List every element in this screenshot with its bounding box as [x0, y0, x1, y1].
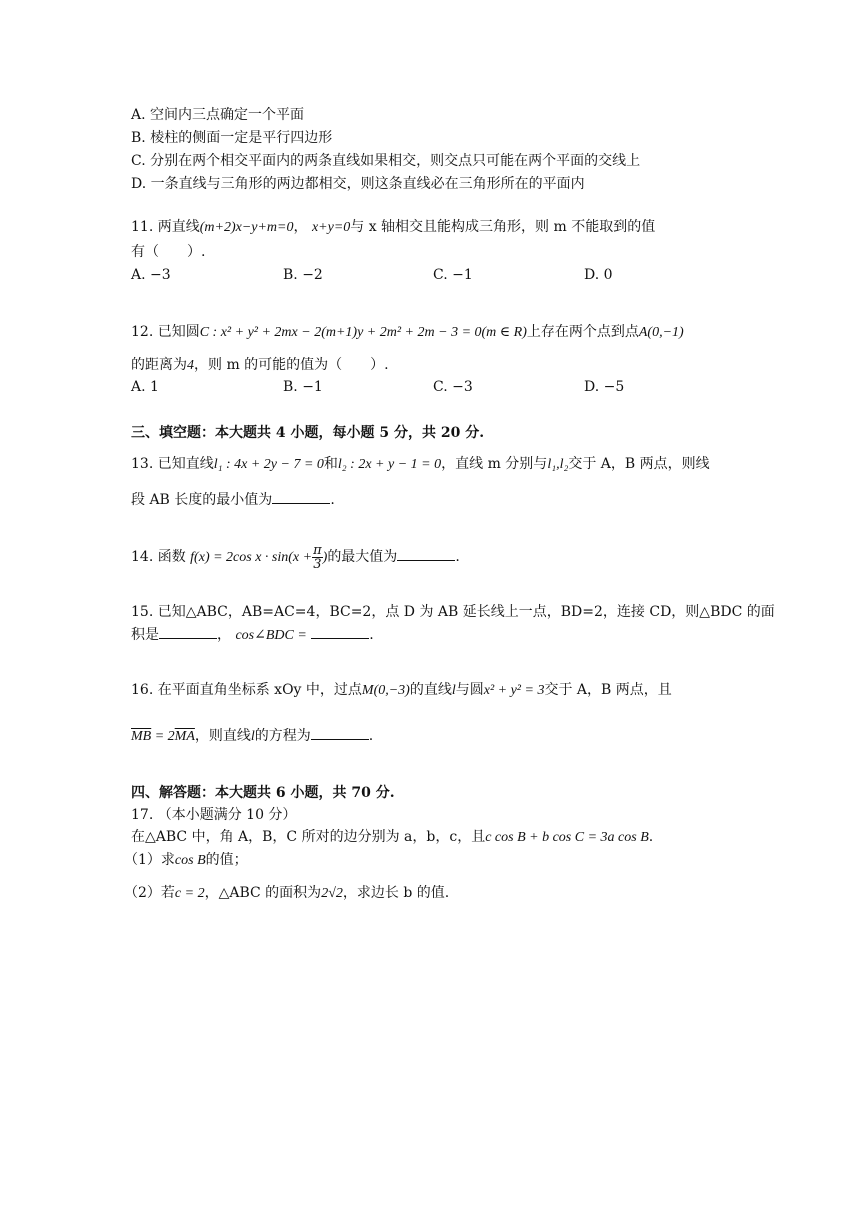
q16-circle-eq: x² + y² = 3: [483, 683, 545, 698]
q15-answer-blank-2[interactable]: [311, 626, 369, 639]
q17-header: 17. （本小题满分 10 分）: [131, 807, 297, 823]
q14-end: .: [455, 549, 460, 565]
q17-part1-post: 的值；: [205, 852, 248, 868]
q15-line2-pre: 积是: [131, 627, 159, 643]
q14-text-post: 的最大值为: [327, 549, 398, 565]
q15-mid: ，: [217, 627, 231, 643]
q16-vector-mb: $\overline{MB}$: [131, 729, 152, 744]
q14-number: 14.: [131, 549, 154, 565]
q11-eq2: x+y=0: [311, 220, 351, 235]
q12-distance: 4: [187, 358, 194, 373]
q11-eq1: (m+2)x−y+m=0: [199, 220, 294, 235]
q10-option-c: C. 分别在两个相交平面内的两条直线如果相交，则交点只可能在两个平面的交线上: [131, 153, 641, 169]
q15-line1: 已知△ABC，AB=AC=4，BC=2，点 D 为 AB 延长线上一点，BD=2，连接 CD，则△BDC 的面: [157, 604, 775, 620]
section-3-heading: 三、填空题：本大题共 4 小题，每小题 5 分，共 20 分.: [131, 425, 485, 441]
q13-line-l1: l₁ : 4x + 2y − 7 = 0: [213, 457, 324, 472]
q17-part-1: [124, 851, 248, 870]
q13-number: 13.: [131, 456, 154, 472]
q10-option-b: B. 棱柱的侧面一定是平行四边形: [131, 130, 333, 146]
q16-line2-post: 的方程为: [254, 728, 311, 744]
q13-end: .: [330, 492, 335, 508]
section-4-heading: 四、解答题：本大题共 6 小题，共 70 分.: [131, 785, 395, 801]
q17-equation: c cos B + b cos C = 3a cos B: [485, 830, 649, 845]
q14-fraction: [312, 544, 323, 571]
q17-line1-end: .: [648, 829, 654, 845]
q17-part2-mid: ，△ABC 的面积为: [204, 885, 322, 901]
q11-option-c: C. −1: [433, 267, 473, 283]
q12-text-pre: 已知圆: [157, 324, 200, 340]
q14-frac-num: π: [313, 542, 322, 558]
q10-option-a: A. 空间内三点确定一个平面: [131, 107, 305, 123]
q13-text-post: 交于 A，B 两点，则线: [568, 456, 710, 472]
q12-option-a: A. 1: [131, 379, 159, 395]
q15-answer-blank-1[interactable]: [159, 626, 217, 639]
q15-stem-line2: [131, 626, 374, 645]
q16-stem-line2: [131, 727, 373, 746]
q16-text-pre: 在平面直角坐标系 xOy 中，过点: [157, 682, 362, 698]
q17-part1-eq: cos B: [174, 853, 206, 868]
q13-text-pre: 已知直线: [157, 456, 214, 472]
q12-stem-line1: [131, 323, 684, 342]
q17-part-2: [124, 884, 449, 903]
q16-number: 16.: [131, 682, 154, 698]
q16-end: .: [368, 728, 374, 744]
q12-line2-post: ，则 m 的可能的值为（ ）.: [194, 357, 389, 373]
q16-answer-blank[interactable]: [311, 727, 369, 740]
q14-stem: [131, 540, 460, 576]
q15-end: .: [369, 627, 374, 643]
q17-stem: [131, 828, 653, 847]
q16-text-mid1: 的直线: [409, 682, 452, 698]
q13-answer-blank[interactable]: [272, 491, 330, 504]
q13-text-mid: ，直线 m 分别与: [441, 456, 548, 472]
q13-l1-l2: l₁,l₂: [547, 457, 569, 472]
q11-option-a: A. −3: [131, 267, 171, 283]
q15-cos-eq: cos∠BDC =: [235, 628, 307, 643]
q11-sep: ，: [293, 219, 308, 235]
q16-stem-line1: [131, 681, 672, 700]
q13-line2: 段 AB 长度的最小值为: [131, 492, 273, 508]
q12-line2-pre: 的距离为: [131, 357, 187, 373]
q15-number: 15.: [131, 604, 154, 620]
q11-option-d: D. 0: [584, 267, 613, 283]
q14-answer-blank[interactable]: [397, 548, 455, 561]
q11-text-pre: 两直线: [157, 219, 200, 235]
q16-line-l-2: l: [250, 729, 255, 744]
q12-text-mid: 上存在两个点到点: [526, 324, 639, 340]
q17-part2-post: ，求边长 b 的值.: [342, 885, 450, 901]
q11-option-b: B. −2: [283, 267, 323, 283]
q11-text-post: 与 x 轴相交且能构成三角形，则 m 不能取到的值: [350, 219, 656, 235]
q13-stem-line2: [131, 491, 335, 509]
q13-line-l2: l₂ : 2x + y − 1 = 0: [337, 457, 442, 472]
q12-stem-line2: [131, 356, 389, 375]
q11-number: 11.: [131, 219, 154, 235]
q14-eq-post: ): [322, 550, 328, 565]
q16-vector-eq: = 2: [151, 729, 175, 744]
q16-point-m: M(0,−3): [361, 683, 410, 698]
q17-part1-pre: （1）求: [124, 852, 175, 868]
q10-option-d: D. 一条直线与三角形的两边都相交，则这条直线必在三角形所在的平面内: [131, 176, 585, 192]
q14-eq-pre: f(x) = 2cos x · sin(x +: [190, 550, 313, 565]
q13-stem-line1: [131, 455, 710, 474]
q15-stem-line1: [131, 603, 775, 621]
q16-vector-ma: $\overline{MA}$: [174, 729, 195, 744]
q12-option-d: D. −5: [584, 379, 625, 395]
q16-line-l: l: [451, 683, 456, 698]
q14-text-pre: 函数: [157, 549, 186, 565]
q13-and: 和: [323, 456, 338, 472]
q17-part2-eq: c = 2: [174, 886, 205, 901]
q16-line2-mid: ，则直线: [194, 728, 251, 744]
q14-frac-den: 3: [313, 556, 322, 572]
q12-number: 12.: [131, 324, 154, 340]
q12-option-b: B. −1: [283, 379, 323, 395]
q16-text-mid2: 与圆: [455, 682, 484, 698]
q17-part2-area: 2√2: [321, 886, 343, 901]
q12-option-c: C. −3: [433, 379, 473, 395]
q11-stem-line1: [131, 218, 655, 237]
q17-part2-pre: （2）若: [124, 885, 175, 901]
q12-equation: C : x² + y² + 2mx − 2(m+1)y + 2m² + 2m − 3 = 0(m ∈ R): [199, 325, 527, 340]
q12-point: A(0,−1): [638, 325, 684, 340]
q16-text-post: 交于 A，B 两点，且: [544, 682, 672, 698]
q11-stem-line2: 有（ ）.: [131, 244, 206, 260]
q17-line1-pre: 在△ABC 中，角 A，B，C 所对的边分别为 a，b，c，且: [131, 829, 486, 845]
